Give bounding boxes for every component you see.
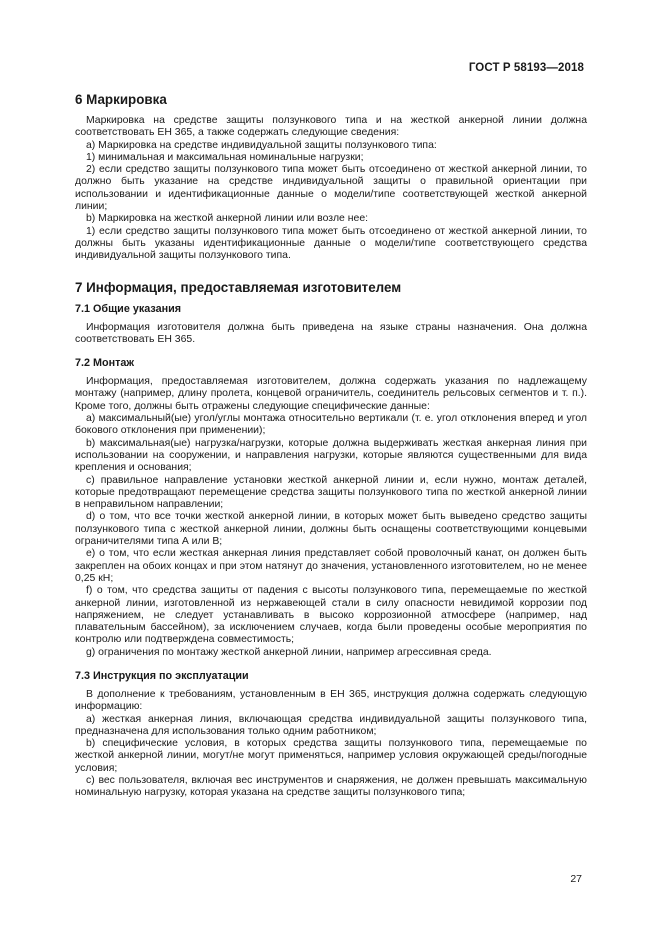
paragraph: c) правильное направление установки жесткой анкерной линии и, если нужно, монтаж деталей, которые предотвращают перемещение средства защиты ползункового типа по жесткой анкерной линии в неправильном направлении; (75, 474, 587, 511)
paragraph: 2) если средство защиты ползункового типа может быть отсоединено от жесткой анкерной линии, то должно быть указание на средстве индивидуальной защиты о правильной ориентации при использовании и идентификационные данные о модели/типе соответствующей жесткой анкерной линии; (75, 164, 587, 213)
section-7-1-body (75, 322, 587, 347)
paragraph: b) специфические условия, в которых средства защиты ползункового типа, перемещаемые по жесткой анкерной линии, могут/не могут применяться, например условия окружающей среды/погодные условия; (75, 738, 587, 774)
section-7-2-body (75, 376, 587, 659)
section-7-heading: 7 Информация, предоставляемая изготовителем (75, 279, 402, 295)
section-6-body (75, 115, 587, 263)
section-7-3-heading: 7.3 Инструкция по эксплуатации (75, 669, 249, 682)
paragraph: Маркировка на средстве защиты ползункового типа и на жесткой анкерной линии должна соответствовать ЕН 365, а также содержать следующие сведения: (75, 115, 587, 139)
paragraph: b) Маркировка на жесткой анкерной линии или возле нее: (86, 213, 369, 225)
paragraph: 1) минимальная и максимальная номинальные нагрузки; (86, 151, 364, 163)
paragraph: d) о том, что все точки жесткой анкерной линии, в которых может быть выведено средство защиты ползункового типа с жесткой анкерной линии, должны быть оснащены соответствующими концевыми ограничителями типа А или В; (75, 511, 587, 548)
page-content (75, 91, 587, 800)
page-number: 27 (570, 873, 582, 885)
document-code: ГОСТ Р 58193—2018 (468, 62, 584, 74)
section-7-1-heading: 7.1 Общие указания (75, 302, 182, 315)
paragraph: а) Маркировка на средстве индивидуальной защиты ползункового типа: (86, 139, 437, 151)
paragraph: а) жесткая анкерная линия, включающая средства индивидуальной защиты ползункового типа, предназначена для использования только одним работником; (75, 713, 587, 737)
paragraph: c) вес пользователя, включая вес инструментов и снаряжения, не должен превышать максимальную номинальную нагрузку, которая указана на средстве защиты ползункового типа; (75, 775, 587, 799)
paragraph: Информация изготовителя должна быть приведена на языке страны назначения. Она должна соответствовать ЕН 365. (75, 321, 587, 345)
section-6-heading: 6 Маркировка (75, 92, 167, 107)
paragraph: В дополнение к требованиям, установленным в ЕН 365, инструкция должна содержать следующую информацию: (75, 688, 587, 713)
paragraph: Информация, предоставляемая изготовителем, должна содержать указания по надлежащему монтажу (например, длину пролета, концевой ограничитель, соединитель рельсовых сегментов и т. п.). Кроме того, должны быть отражены следующие специфические данные: (75, 376, 587, 412)
paragraph: g) ограничения по монтажу жесткой анкерной линии, например агрессивная среда. (86, 646, 492, 658)
section-7-2-heading: 7.2 Монтаж (75, 357, 135, 370)
paragraph: f) о том, что средства защиты от падения с высоты ползункового типа, перемещаемые по жесткой анкерной линии, изготовленной из нержавеющей стали в силу опасности невидимой коррозии под напряжением, не следует устанавливать в высоко коррозионной атмосфере (например, над плавательным бассейном), за исключением случаев, когда были проведены особые мероприятия по контролю или подтверждена совместимость; (75, 585, 587, 646)
paragraph: e) о том, что если жесткая анкерная линия представляет собой проволочный канат, он должен быть закреплен на обоих концах и при этом натянут до значения, установленного изготовителем, но не менее 0,25 кН; (75, 548, 587, 584)
paragraph: 1) если средство защиты ползункового типа может быть отсоединено от жесткой анкерной линии, то должны быть указаны идентификационные данные о модели/типе соответствующего средства индивидуальной защиты ползункового типа. (75, 225, 587, 262)
section-7-3-body (75, 689, 587, 800)
paragraph: b) максимальная(ые) нагрузка/нагрузки, которые должна выдерживать жесткая анкерная линия при использовании на сооружении, и направления нагрузки, которые являются существенными для вида крепления и основания; (75, 437, 587, 474)
paragraph: а) максимальный(ые) угол/углы монтажа относительно вертикали (т. е. угол отклонения вперед и угол бокового отклонения при применении); (75, 413, 587, 437)
